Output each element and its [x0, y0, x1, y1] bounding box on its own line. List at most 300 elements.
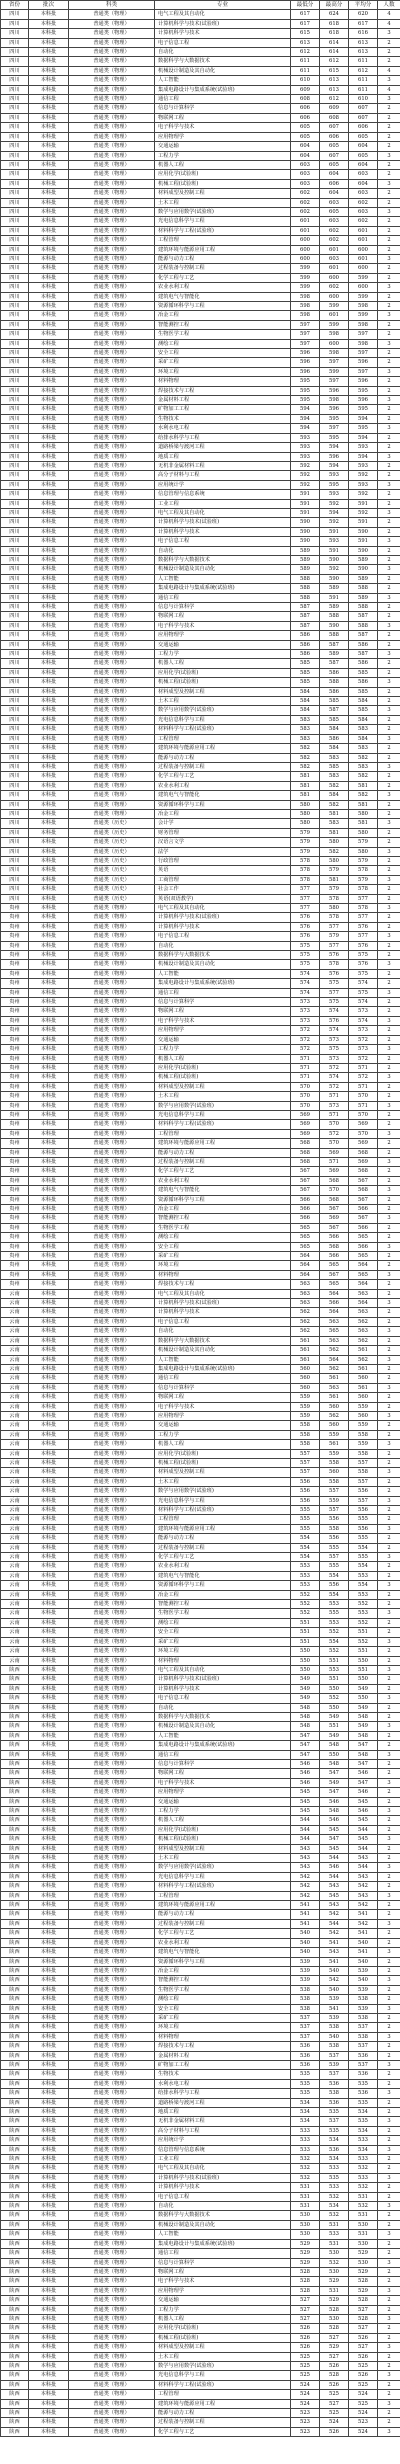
province-cell: 陕西 — [1, 1995, 29, 2004]
batch-cell: 本科批 — [29, 1637, 69, 1646]
avg-score-cell: 554 — [349, 1581, 378, 1590]
max-score-cell: 549 — [320, 1731, 349, 1740]
batch-cell: 本科批 — [29, 330, 69, 339]
table-row — [1, 1186, 400, 1195]
table-row — [1, 640, 400, 649]
batch-cell: 本科批 — [29, 819, 69, 828]
major-cell: 材料成型及控制工程 — [155, 2343, 291, 2352]
province-cell: 四川 — [1, 744, 29, 753]
category-cell: 普通类（物理） — [69, 1073, 155, 1082]
count-cell: 2 — [378, 2239, 400, 2248]
category-cell: 普通类（物理） — [69, 1270, 155, 1279]
max-score-cell: 590 — [320, 555, 349, 564]
province-cell: 贵州 — [1, 1186, 29, 1195]
count-cell: 2 — [378, 2051, 400, 2060]
count-cell: 2 — [378, 828, 400, 837]
table-row — [1, 885, 400, 894]
province-cell: 陕西 — [1, 2399, 29, 2408]
category-cell: 普通类（物理） — [69, 2286, 155, 2295]
count-cell: 2 — [378, 1995, 400, 2004]
batch-cell: 本科批 — [29, 2042, 69, 2051]
count-cell: 2 — [378, 725, 400, 734]
min-score-cell: 561 — [291, 1336, 320, 1345]
max-score-cell: 538 — [320, 2042, 349, 2051]
table-row — [1, 1383, 400, 1392]
table-row — [1, 66, 400, 75]
batch-cell: 本科批 — [29, 1148, 69, 1157]
min-score-cell: 538 — [291, 1995, 320, 2004]
province-cell: 陕西 — [1, 2390, 29, 2399]
major-cell: 光电信息科学与工程 — [155, 1872, 291, 1881]
table-row — [1, 969, 400, 978]
batch-cell: 本科批 — [29, 480, 69, 489]
major-cell: 建筑环境与能源应用工程 — [155, 2399, 291, 2408]
major-cell: 英语(双语教学) — [155, 894, 291, 903]
batch-cell: 本科批 — [29, 1872, 69, 1881]
count-cell: 3 — [378, 452, 400, 461]
avg-score-cell: 601 — [349, 236, 378, 245]
min-score-cell: 585 — [291, 668, 320, 677]
category-cell: 普通类（物理） — [69, 2371, 155, 2380]
major-cell: 物联网工程 — [155, 1769, 291, 1778]
count-cell: 2 — [378, 1618, 400, 1627]
max-score-cell: 534 — [320, 2155, 349, 2164]
count-cell: 3 — [378, 762, 400, 771]
major-cell: 社会工作 — [155, 885, 291, 894]
table-row — [1, 744, 400, 753]
avg-score-cell: 546 — [349, 1788, 378, 1797]
category-cell: 普通类（物理） — [69, 104, 155, 113]
batch-cell: 本科批 — [29, 142, 69, 151]
avg-score-cell: 593 — [349, 480, 378, 489]
province-cell: 云南 — [1, 1637, 29, 1646]
category-cell: 普通类（物理） — [69, 603, 155, 612]
min-score-cell: 540 — [291, 1929, 320, 1938]
count-cell: 2 — [378, 1816, 400, 1825]
avg-score-cell: 525 — [349, 2399, 378, 2408]
batch-cell: 本科批 — [29, 781, 69, 790]
category-cell: 普通类（历史） — [69, 866, 155, 875]
table-row — [1, 2051, 400, 2060]
table-row — [1, 2060, 400, 2069]
category-cell: 普通类（物理） — [69, 659, 155, 668]
major-cell: 冶金工程 — [155, 1966, 291, 1975]
batch-cell: 本科批 — [29, 377, 69, 386]
category-cell: 普通类（物理） — [69, 979, 155, 988]
category-cell: 普通类（物理） — [69, 555, 155, 564]
major-cell: 应用化学(试验班) — [155, 668, 291, 677]
category-cell: 普通类（物理） — [69, 1129, 155, 1138]
category-cell: 普通类（物理） — [69, 2249, 155, 2258]
province-cell: 四川 — [1, 226, 29, 235]
count-cell: 2 — [378, 471, 400, 480]
max-score-cell: 613 — [320, 85, 349, 94]
min-score-cell: 537 — [291, 2013, 320, 2022]
max-score-cell: 531 — [320, 2220, 349, 2229]
count-cell: 3 — [378, 1355, 400, 1364]
province-cell: 陕西 — [1, 2286, 29, 2295]
province-cell: 四川 — [1, 452, 29, 461]
min-score-cell: 525 — [291, 2352, 320, 2361]
province-cell: 云南 — [1, 1543, 29, 1552]
table-row — [1, 603, 400, 612]
max-score-cell: 527 — [320, 2333, 349, 2342]
table-row — [1, 1317, 400, 1326]
table-body — [1, 10, 400, 2437]
batch-cell: 本科批 — [29, 828, 69, 837]
count-cell: 2 — [378, 2192, 400, 2201]
table-row — [1, 1336, 400, 1345]
category-cell: 普通类（物理） — [69, 236, 155, 245]
avg-score-cell: 580 — [349, 828, 378, 837]
category-cell: 普通类（物理） — [69, 2183, 155, 2192]
avg-score-cell: 611 — [349, 57, 378, 66]
major-cell: 数学与应用数学(试验班) — [155, 2361, 291, 2370]
category-cell: 普通类（物理） — [69, 292, 155, 301]
batch-cell: 本科批 — [29, 433, 69, 442]
count-cell: 2 — [378, 631, 400, 640]
min-score-cell: 608 — [291, 95, 320, 104]
category-cell: 普通类（物理） — [69, 1694, 155, 1703]
min-score-cell: 555 — [291, 1506, 320, 1515]
min-score-cell: 534 — [291, 2108, 320, 2117]
count-cell: 2 — [378, 1600, 400, 1609]
major-cell: 安全工程 — [155, 1628, 291, 1637]
avg-score-cell: 597 — [349, 349, 378, 358]
max-score-cell: 587 — [320, 706, 349, 715]
province-cell: 云南 — [1, 1289, 29, 1298]
batch-cell: 本科批 — [29, 951, 69, 960]
province-cell: 陕西 — [1, 1731, 29, 1740]
count-cell: 3 — [378, 1665, 400, 1674]
avg-score-cell: 536 — [349, 2051, 378, 2060]
category-cell: 普通类（物理） — [69, 160, 155, 169]
batch-cell: 本科批 — [29, 1035, 69, 1044]
table-row — [1, 2324, 400, 2333]
province-cell: 四川 — [1, 603, 29, 612]
batch-cell: 本科批 — [29, 809, 69, 818]
avg-score-cell: 571 — [349, 1063, 378, 1072]
batch-cell: 本科批 — [29, 687, 69, 696]
max-score-cell: 565 — [320, 1327, 349, 1336]
major-cell: 自动化 — [155, 48, 291, 57]
province-cell: 四川 — [1, 537, 29, 546]
province-cell: 云南 — [1, 1421, 29, 1430]
count-cell: 3 — [378, 2258, 400, 2267]
table-row — [1, 574, 400, 583]
category-cell: 普通类（物理） — [69, 1628, 155, 1637]
table-row — [1, 245, 400, 254]
batch-cell: 本科批 — [29, 1731, 69, 1740]
batch-cell: 本科批 — [29, 302, 69, 311]
max-score-cell: 547 — [320, 1835, 349, 1844]
min-score-cell: 546 — [291, 1769, 320, 1778]
category-cell: 普通类（物理） — [69, 1957, 155, 1966]
category-cell: 普通类（物理） — [69, 1440, 155, 1449]
max-score-cell: 540 — [320, 1985, 349, 1994]
province-cell: 陕西 — [1, 2277, 29, 2286]
avg-score-cell: 567 — [349, 1195, 378, 1204]
province-cell: 四川 — [1, 847, 29, 856]
avg-score-cell: 526 — [349, 2371, 378, 2380]
max-score-cell: 575 — [320, 1045, 349, 1054]
province-cell: 陕西 — [1, 1863, 29, 1872]
count-cell: 3 — [378, 1553, 400, 1562]
table-row — [1, 1807, 400, 1816]
max-score-cell: 551 — [320, 1722, 349, 1731]
max-score-cell: 557 — [320, 1553, 349, 1562]
category-cell: 普通类（物理） — [69, 631, 155, 640]
min-score-cell: 602 — [291, 207, 320, 216]
category-cell: 普通类（物理） — [69, 1506, 155, 1515]
min-score-cell: 600 — [291, 254, 320, 263]
batch-cell: 本科批 — [29, 1129, 69, 1138]
batch-cell: 本科批 — [29, 245, 69, 254]
table-row — [1, 179, 400, 188]
count-cell: 2 — [378, 245, 400, 254]
max-score-cell: 607 — [320, 123, 349, 132]
province-cell: 云南 — [1, 1656, 29, 1665]
avg-score-cell: 555 — [349, 1515, 378, 1524]
category-cell: 普通类（物理） — [69, 1280, 155, 1289]
header-avg-score: 平均分 — [349, 1, 378, 10]
major-cell: 机械工程(试验班) — [155, 1835, 291, 1844]
count-cell: 3 — [378, 508, 400, 517]
avg-score-cell: 559 — [349, 1421, 378, 1430]
batch-cell: 本科批 — [29, 1110, 69, 1119]
avg-score-cell: 555 — [349, 1534, 378, 1543]
batch-cell: 本科批 — [29, 932, 69, 941]
count-cell: 2 — [378, 1534, 400, 1543]
batch-cell: 本科批 — [29, 1938, 69, 1947]
avg-score-cell: 583 — [349, 744, 378, 753]
table-row — [1, 2286, 400, 2295]
min-score-cell: 584 — [291, 697, 320, 706]
max-score-cell: 558 — [320, 1458, 349, 1467]
count-cell: 2 — [378, 969, 400, 978]
table-row — [1, 2042, 400, 2051]
max-score-cell: 553 — [320, 1618, 349, 1627]
major-cell: 金属材料工程 — [155, 2051, 291, 2060]
count-cell: 2 — [378, 1759, 400, 1768]
province-cell: 陕西 — [1, 2211, 29, 2220]
table-row — [1, 856, 400, 865]
count-cell: 3 — [378, 2089, 400, 2098]
max-score-cell: 559 — [320, 1430, 349, 1439]
major-cell: 通信工程 — [155, 1750, 291, 1759]
max-score-cell: 531 — [320, 2239, 349, 2248]
province-cell: 四川 — [1, 245, 29, 254]
min-score-cell: 550 — [291, 1665, 320, 1674]
batch-cell: 本科批 — [29, 640, 69, 649]
category-cell: 普通类（物理） — [69, 1054, 155, 1063]
major-cell: 交通运输 — [155, 1797, 291, 1806]
max-score-cell: 548 — [320, 1807, 349, 1816]
min-score-cell: 604 — [291, 151, 320, 160]
header-province: 省份 — [1, 1, 29, 10]
category-cell: 普通类（物理） — [69, 960, 155, 969]
max-score-cell: 567 — [320, 1205, 349, 1214]
batch-cell: 本科批 — [29, 1496, 69, 1505]
major-cell: 应用化学(试验班) — [155, 1449, 291, 1458]
major-cell: 资源循环科学与工程 — [155, 800, 291, 809]
min-score-cell: 548 — [291, 1722, 320, 1731]
avg-score-cell: 599 — [349, 292, 378, 301]
province-cell: 四川 — [1, 584, 29, 593]
min-score-cell: 577 — [291, 894, 320, 903]
batch-cell: 本科批 — [29, 38, 69, 47]
province-cell: 贵州 — [1, 913, 29, 922]
avg-score-cell: 533 — [349, 2173, 378, 2182]
count-cell: 2 — [378, 1938, 400, 1947]
table-row — [1, 2023, 400, 2032]
avg-score-cell: 556 — [349, 1524, 378, 1533]
min-score-cell: 527 — [291, 2296, 320, 2305]
min-score-cell: 576 — [291, 913, 320, 922]
min-score-cell: 574 — [291, 988, 320, 997]
count-cell: 2 — [378, 443, 400, 452]
table-row — [1, 1082, 400, 1091]
category-cell: 普通类（物理） — [69, 76, 155, 85]
count-cell: 2 — [378, 1252, 400, 1261]
major-cell: 信息与计算科学 — [155, 2258, 291, 2267]
table-row — [1, 2098, 400, 2107]
major-cell: 材料成型及控制工程 — [155, 687, 291, 696]
max-score-cell: 583 — [320, 819, 349, 828]
major-cell: 应用化学(试验班) — [155, 170, 291, 179]
category-cell: 普通类（物理） — [69, 452, 155, 461]
count-cell: 2 — [378, 913, 400, 922]
category-cell: 普通类（物理） — [69, 414, 155, 423]
table-row — [1, 1270, 400, 1279]
avg-score-cell: 600 — [349, 264, 378, 273]
category-cell: 普通类（物理） — [69, 2409, 155, 2418]
min-score-cell: 573 — [291, 998, 320, 1007]
count-cell: 2 — [378, 132, 400, 141]
category-cell: 普通类（物理） — [69, 1327, 155, 1336]
min-score-cell: 582 — [291, 762, 320, 771]
max-score-cell: 580 — [320, 838, 349, 847]
table-row — [1, 904, 400, 913]
max-score-cell: 584 — [320, 725, 349, 734]
count-cell: 3 — [378, 151, 400, 160]
province-cell: 贵州 — [1, 998, 29, 1007]
count-cell: 3 — [378, 2173, 400, 2182]
min-score-cell: 556 — [291, 1477, 320, 1486]
table-row — [1, 1110, 400, 1119]
batch-cell: 本科批 — [29, 1073, 69, 1082]
count-cell: 2 — [378, 349, 400, 358]
min-score-cell: 560 — [291, 1383, 320, 1392]
category-cell: 普通类（历史） — [69, 828, 155, 837]
category-cell: 普通类（物理） — [69, 264, 155, 273]
max-score-cell: 599 — [320, 302, 349, 311]
min-score-cell: 586 — [291, 650, 320, 659]
category-cell: 普通类（物理） — [69, 1882, 155, 1891]
count-cell: 2 — [378, 2079, 400, 2088]
min-score-cell: 558 — [291, 1440, 320, 1449]
min-score-cell: 568 — [291, 1139, 320, 1148]
category-cell: 普通类（物理） — [69, 217, 155, 226]
min-score-cell: 538 — [291, 2004, 320, 2013]
max-score-cell: 581 — [320, 828, 349, 837]
max-score-cell: 543 — [320, 1901, 349, 1910]
count-cell: 2 — [378, 1797, 400, 1806]
max-score-cell: 603 — [320, 254, 349, 263]
category-cell: 普通类（物理） — [69, 1778, 155, 1787]
major-cell: 光电信息科学与工程 — [155, 217, 291, 226]
major-cell: 人工智能 — [155, 969, 291, 978]
major-cell: 化学工程与工艺 — [155, 1929, 291, 1938]
avg-score-cell: 534 — [349, 2108, 378, 2117]
avg-score-cell: 559 — [349, 1402, 378, 1411]
table-row — [1, 1327, 400, 1336]
count-cell: 2 — [378, 1176, 400, 1185]
count-cell: 2 — [378, 2013, 400, 2022]
category-cell: 普通类（物理） — [69, 951, 155, 960]
avg-score-cell: 583 — [349, 762, 378, 771]
min-score-cell: 535 — [291, 2089, 320, 2098]
min-score-cell: 601 — [291, 217, 320, 226]
avg-score-cell: 595 — [349, 405, 378, 414]
batch-cell: 本科批 — [29, 2136, 69, 2145]
major-cell: 机器人工程 — [155, 2314, 291, 2323]
category-cell: 普通类（物理） — [69, 461, 155, 470]
min-score-cell: 580 — [291, 800, 320, 809]
table-row — [1, 951, 400, 960]
avg-score-cell: 539 — [349, 2004, 378, 2013]
min-score-cell: 565 — [291, 1242, 320, 1251]
max-score-cell: 598 — [320, 330, 349, 339]
min-score-cell: 593 — [291, 452, 320, 461]
batch-cell: 本科批 — [29, 2418, 69, 2427]
avg-score-cell: 576 — [349, 941, 378, 950]
category-cell: 普通类（物理） — [69, 1543, 155, 1552]
count-cell: 3 — [378, 2343, 400, 2352]
min-score-cell: 529 — [291, 2258, 320, 2267]
batch-cell: 本科批 — [29, 1364, 69, 1373]
category-cell: 普通类（物理） — [69, 1092, 155, 1101]
max-score-cell: 559 — [320, 1449, 349, 1458]
major-cell: 集成电路设计与集成系统(试验班) — [155, 1364, 291, 1373]
avg-score-cell: 536 — [349, 2089, 378, 2098]
major-cell: 化学工程与工艺 — [155, 2427, 291, 2436]
major-cell: 资源循环科学与工程 — [155, 1957, 291, 1966]
min-score-cell: 603 — [291, 170, 320, 179]
province-cell: 四川 — [1, 819, 29, 828]
max-score-cell: 547 — [320, 1769, 349, 1778]
province-cell: 陕西 — [1, 2173, 29, 2182]
category-cell: 普通类（物理） — [69, 443, 155, 452]
min-score-cell: 559 — [291, 1411, 320, 1420]
avg-score-cell: 530 — [349, 2258, 378, 2267]
header-major: 专业 — [155, 1, 291, 10]
province-cell: 贵州 — [1, 1054, 29, 1063]
count-cell: 3 — [378, 1242, 400, 1251]
category-cell: 普通类（物理） — [69, 349, 155, 358]
max-score-cell: 599 — [320, 320, 349, 329]
province-cell: 贵州 — [1, 1280, 29, 1289]
count-cell: 3 — [378, 311, 400, 320]
max-score-cell: 555 — [320, 1609, 349, 1618]
count-cell: 2 — [378, 217, 400, 226]
min-score-cell: 569 — [291, 1129, 320, 1138]
max-score-cell: 604 — [320, 189, 349, 198]
min-score-cell: 609 — [291, 85, 320, 94]
major-cell: 数学与应用数学(试验班) — [155, 1487, 291, 1496]
avg-score-cell: 564 — [349, 1261, 378, 1270]
batch-cell: 本科批 — [29, 612, 69, 621]
